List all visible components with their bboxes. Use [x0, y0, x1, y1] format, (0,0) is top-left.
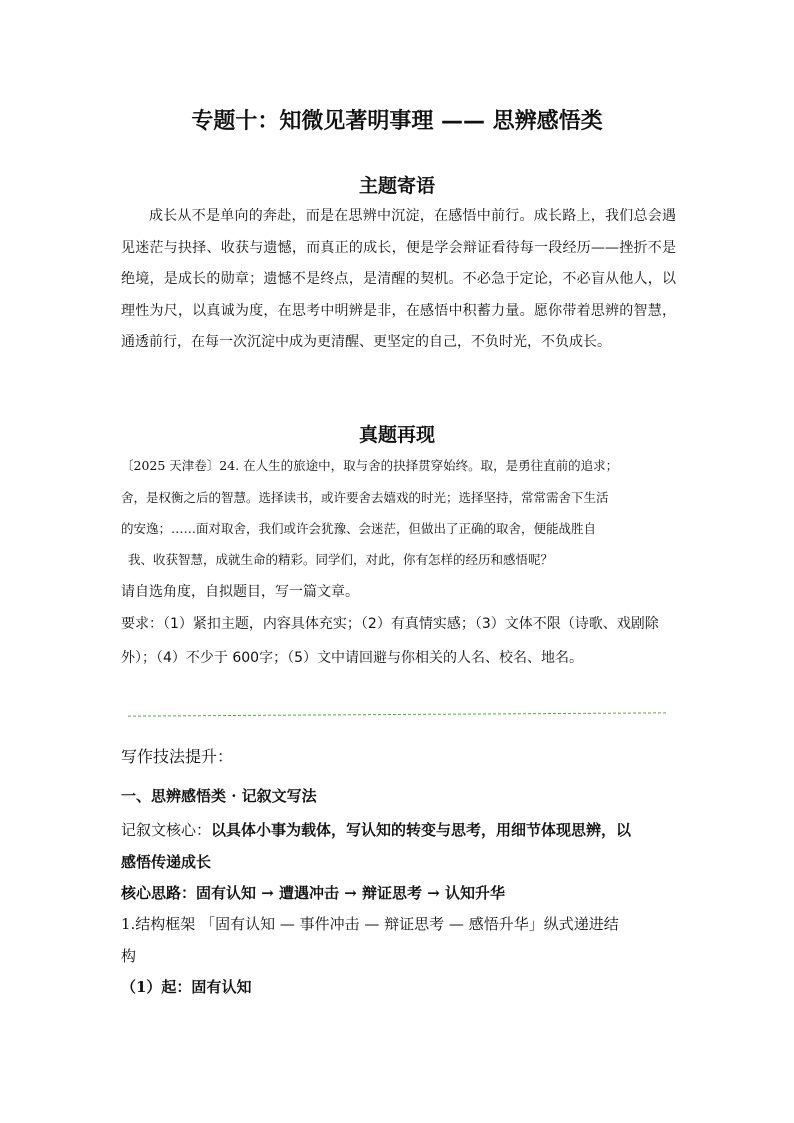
exam-prompt-line: 我、收获智慧，成就生命的精彩。同学们，对此，你有怎样的经历和感悟呢？: [128, 552, 554, 567]
core-text-continued: 感悟传递成长: [121, 853, 212, 871]
motto-heading: 主题寄语: [358, 175, 435, 197]
skills-heading: 写作技法提升：: [121, 747, 234, 766]
subheading-start: （1）起：固有认知: [121, 978, 252, 996]
core-idea: 核心思路：固有认知 → 遭遇冲击 → 辩证思考 → 认知升华: [121, 884, 506, 902]
exam-prompt-line: 的安逸；……面对取舍，我们或许会犹豫、会迷茫，但做出了正确的取舍，便能战胜自: [121, 521, 597, 536]
structure-frame: 1.结构框架 「固有认知 — 事件冲击 — 辩证思考 — 感悟升华」纵式递进结: [121, 915, 619, 933]
core-text: 以具体小事为载体，写认知的转变与思考，用细节体现思辨，以: [211, 821, 632, 839]
exam-heading: 真题再现: [358, 424, 435, 446]
core-label: 记叙文核心：: [121, 821, 212, 839]
core-line: [121, 819, 631, 840]
exam-requirement-line: 要求：（1）紧扣主题，内容具体充实；（2）有真情实感；（3）文体不限（诗歌、戏剧除: [121, 616, 659, 632]
exam-instruction: 请自选角度，自拟题目，写一篇文章。: [121, 584, 359, 600]
structure-frame-continued: 构: [121, 947, 137, 965]
exam-prompt-line: 〔2025 天津卷〕24. 在人生的旅途中，取与舍的抉择贯穿始终。取，是勇往直前的追求；: [121, 458, 619, 473]
exam-prompt-line: 舍，是权衡之后的智慧。选择读书，或许要舍去嬉戏的时光；选择坚持，常常需舍下生活: [121, 490, 609, 505]
dashed-divider: [128, 712, 666, 716]
motto-paragraph: 成长从不是单向的奔赴，而是在思辨中沉淀，在感悟中前行。成长路上，我们总会遇见迷茫与抉择、收获与遗憾，而真正的成长，便是学会辩证看待每一段经历——挫折不是绝境，是成长的勋章；遗憾不是终点，是清醒的契机。不必急于定论，不必盲从他人，以理性为尺，以真诚为度，在思考中明辨是非，在感悟中积蓄力量。愿你带着思辨的智慧，通透前行，在每一次沉淀中成为更清醒、更坚定的自己，不负时光，不负成长。: [121, 208, 676, 350]
exam-requirement-line: 外）；（4）不少于 600字；（5）文中请回避与你相关的人名、校名、地名。: [121, 650, 583, 666]
section-one-heading: 一、思辨感悟类 · 记叙文写法: [121, 787, 317, 805]
page-title: 专题十：知微见著明事理 —— 思辨感悟类: [191, 109, 603, 134]
